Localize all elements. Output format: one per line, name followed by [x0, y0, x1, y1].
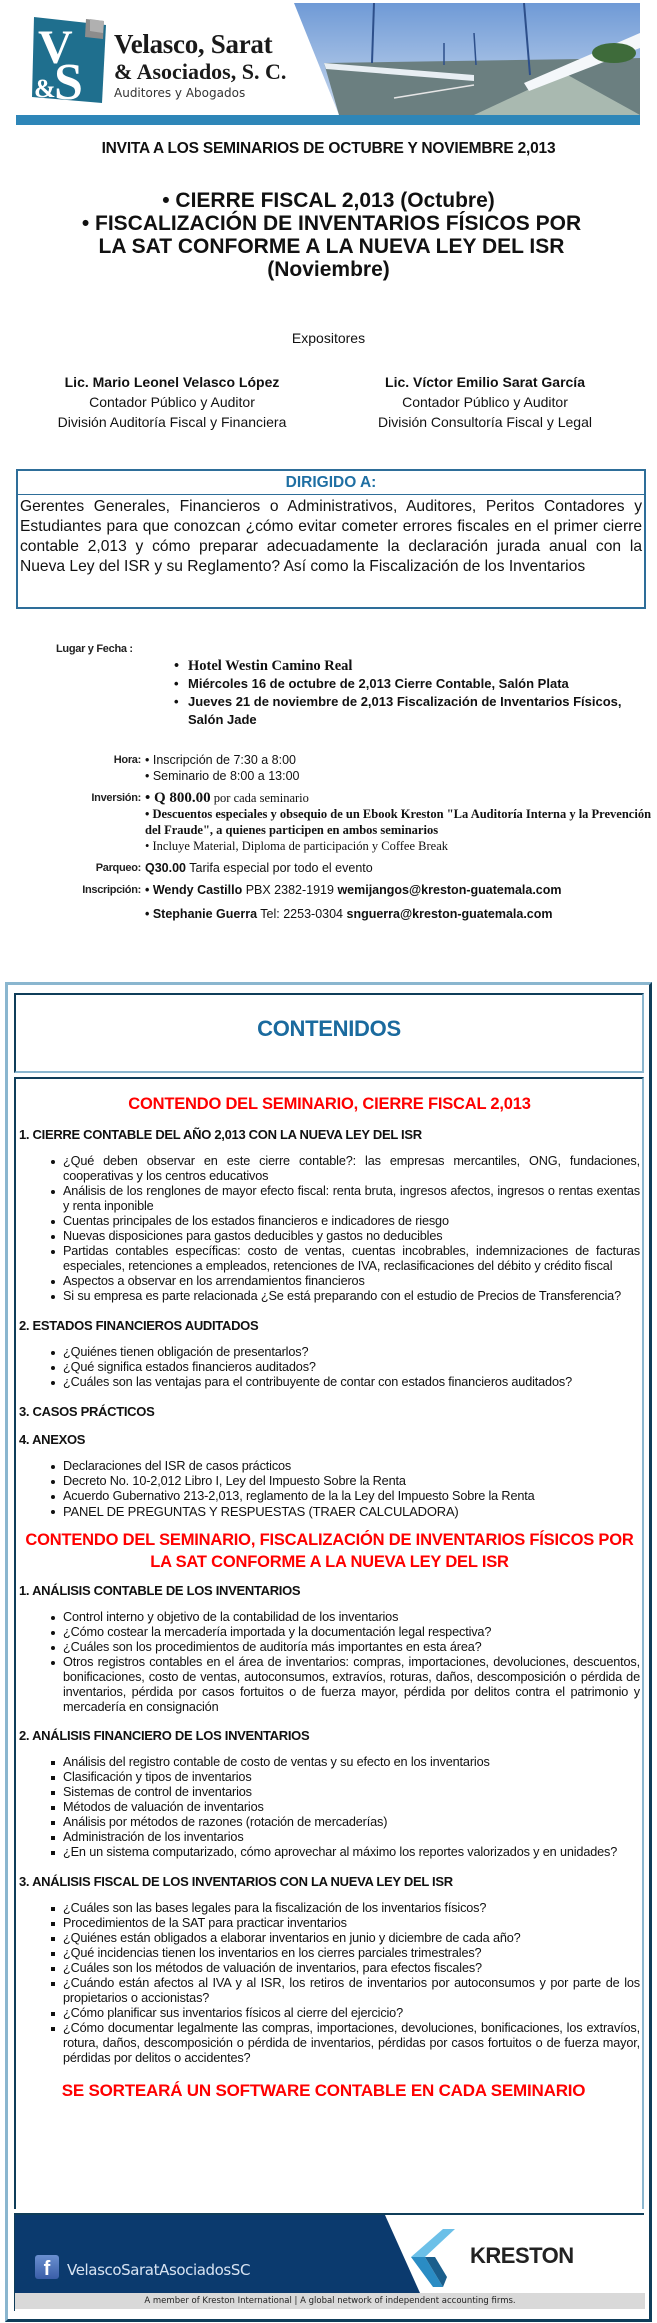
facebook-icon[interactable]: f	[35, 2255, 59, 2279]
speaker-division: División Consultoría Fiscal y Legal	[378, 414, 592, 430]
section-list	[50, 1755, 640, 1860]
list-item: ¿Quiénes tienen obligación de presentarlos?	[50, 1345, 640, 1360]
list-item: Clasificación y tipos de inventarios	[50, 1770, 640, 1785]
list-item: PANEL DE PREGUNTAS Y RESPUESTAS (TRAER CALCULADORA)	[50, 1504, 640, 1519]
company-name	[114, 29, 286, 102]
header-divider	[16, 115, 640, 125]
seminar2-title-line1: CONTENDO DEL SEMINARIO, FISCALIZACIÓN DE INVENTARIOS FÍSICOS POR	[25, 1531, 634, 1549]
parqueo-text: Tarifa especial por todo el evento	[186, 861, 373, 875]
company-line2: & Asociados, S. C.	[114, 59, 287, 84]
section-title: 3. CASOS PRÁCTICOS	[19, 1404, 155, 1419]
expositores-label: Expositores	[291, 330, 366, 346]
inversion-label: Inversión:	[91, 792, 141, 804]
section-title: 2. ANÁLISIS FINANCIERO DE LOS INVENTARIOS	[19, 1728, 310, 1743]
contact-2	[145, 906, 657, 922]
inscripcion-row	[0, 882, 657, 922]
speaker-name: Lic. Mario Leonel Velasco López	[64, 374, 280, 390]
event-info	[0, 752, 657, 922]
topic-2-month: (Noviembre)	[267, 258, 390, 281]
seminar-topics	[0, 189, 657, 281]
list-item: Métodos de valuación de inventarios	[50, 1800, 640, 1815]
contact-email[interactable]: snguerra@kreston-guatemala.com	[346, 907, 553, 921]
speaker-name: Lic. Víctor Emilio Sarat García	[385, 374, 585, 390]
section-list	[50, 1901, 640, 2066]
svg-text:S: S	[54, 54, 83, 107]
contents-title: CONTENIDOS	[257, 1016, 401, 1041]
hora-row	[0, 752, 657, 784]
seminar2-title-line2: LA SAT CONFORME A LA NUEVA LEY DEL ISR	[150, 1553, 509, 1571]
list-item: Análisis por métodos de razones (rotación de mercaderías)	[50, 1815, 640, 1830]
seminar2-title	[19, 1529, 640, 1573]
contact-phone: Tel: 2253-0304	[257, 907, 347, 921]
section-list	[50, 1345, 640, 1390]
list-item: Administración de los inventarios	[50, 1830, 640, 1845]
list-item: ¿Cuáles son las bases legales para la fiscalización de los inventarios físicos?	[50, 1901, 640, 1916]
footer-tagline: A member of Kreston International | A global network of independent accounting firms.	[15, 2293, 645, 2309]
list-item: Aspectos a observar en los arrendamientos financieros	[50, 1274, 640, 1289]
list-item: Análisis de los renglones de mayor efecto fiscal: renta bruta, ingresos afectos, ingresos o rentas exentas y renta inponible	[50, 1184, 640, 1214]
list-item: ¿Qué significa estados financieros auditados?	[50, 1360, 640, 1375]
section-title: 2. ESTADOS FINANCIEROS AUDITADOS	[19, 1318, 259, 1333]
svg-text:V: V	[38, 21, 73, 74]
hora-item: • Seminario de 8:00 a 13:00	[145, 769, 300, 783]
list-item: Nuevas disposiciones para gastos deducibles y gastos no deducibles	[50, 1229, 640, 1244]
inversion-price: • Q 800.00	[145, 790, 211, 806]
section-title: 1. CIERRE CONTABLE DEL AÑO 2,013 CON LA NUEVA LEY DEL ISR	[19, 1127, 422, 1142]
inscripcion-label: Inscripción:	[82, 884, 141, 896]
invite-title: INVITA A LOS SEMINARIOS DE OCTUBRE Y NOVIEMBRE 2,013	[101, 140, 556, 157]
list-item: Partidas contables específicas: costo de ventas, cuentas incobrables, indemnizaciones de facturas especiales, retenciones a empleados, retenciones de IVA, reclasificaciones del débito y crédito fiscal	[50, 1244, 640, 1274]
section-list	[50, 1154, 640, 1304]
section-list	[50, 1610, 640, 1715]
speaker-division: División Auditoría Fiscal y Financiera	[57, 414, 287, 430]
lugar-item: • Miércoles 16 de octubre de 2,013 Cierre Contable, Salón Plata	[174, 675, 657, 693]
contact-phone: PBX 2382-1919	[242, 883, 338, 897]
contents-body	[14, 1077, 644, 2209]
list-item: Cuentas principales de los estados financieros e indicadores de riesgo	[50, 1214, 640, 1229]
list-item: ¿Qué incidencias tienen los inventarios en los cierres parciales trimestrales?	[50, 1946, 640, 1961]
audience-box	[16, 469, 646, 609]
speaker-1	[22, 372, 322, 432]
contact-email[interactable]: wemijangos@kreston-guatemala.com	[337, 883, 562, 897]
seminar1-title: CONTENDO DEL SEMINARIO, CIERRE FISCAL 2,013	[128, 1095, 531, 1113]
hora-item: • Inscripción de 7:30 a 8:00	[145, 753, 297, 767]
lugar-list	[174, 657, 657, 729]
list-item: ¿En un sistema computarizado, cómo aprovechar al máximo los reportes valorizados y en unidades?	[50, 1845, 640, 1860]
audience-body: Gerentes Generales, Financieros o Administrativos, Auditores, Peritos Contadores y Estudiantes para que conozcan ¿cómo evitar cometer errores fiscales en el primer cierre contable 2,013 y cómo preparar adecuadamente la declaración jurada anual con la Nueva Ley del ISR y su Reglamento? Así como la Fiscalización de los Inventarios	[20, 498, 642, 575]
lugar-label: Lugar y Fecha :	[56, 643, 133, 655]
list-item: Decreto No. 10-2,012 Libro I, Ley del Impuesto Sobre la Renta	[50, 1474, 640, 1489]
section-title: 3. ANÁLISIS FISCAL DE LOS INVENTARIOS CON LA NUEVA LEY DEL ISR	[19, 1874, 453, 1889]
contents-header	[14, 993, 644, 1073]
list-item: ¿Cómo planificar sus inventarios físicos al cierre del ejercicio?	[50, 2006, 640, 2021]
audience-title: DIRIGIDO A:	[18, 471, 644, 495]
list-item: Sistemas de control de inventarios	[50, 1785, 640, 1800]
list-item: Otros registros contables en el área de inventarios: compras, importaciones, devoluciones, descuentos, bonificaciones, costo de ventas, autoconsumos, extravíos, roturas, daños, descomposición o pérdida de inventarios, pérdida por casos fortuitos o de fuerza mayor, pérdida por delitos contra el patrimonio y mercadería en consignación	[50, 1655, 640, 1715]
parqueo-row	[0, 860, 657, 876]
inversion-price-line	[145, 790, 657, 806]
kreston-brand: KRESTON	[470, 2243, 574, 2268]
section-title: 1. ANÁLISIS CONTABLE DE LOS INVENTARIOS	[19, 1583, 301, 1598]
svg-text:&: &	[34, 74, 56, 103]
list-item: ¿Cuáles son los procedimientos de auditoría más importantes en esta área?	[50, 1640, 640, 1655]
header-banner	[16, 3, 640, 115]
kreston-logo-icon	[403, 2229, 463, 2289]
topic-2-cont: LA SAT CONFORME A LA NUEVA LEY DEL ISR	[98, 235, 565, 258]
inversion-includes: • Incluye Material, Diploma de participación y Coffee Break	[145, 839, 448, 853]
speaker-title: Contador Público y Auditor	[89, 394, 255, 410]
section-title: 4. ANEXOS	[19, 1432, 86, 1447]
list-item: ¿Cómo documentar legalmente las compras, importaciones, devoluciones, bonificaciones, los extravíos, rotura, daños, descomposición o pérdida de inventarios, pérdidas por casos fortuitos o de fuerza mayor, pérdidas por delitos o accidentes?	[50, 2021, 640, 2066]
list-item: ¿Quiénes están obligados a elaborar inventarios en junio y diciembre de cada año?	[50, 1931, 640, 1946]
contact-name: • Stephanie Guerra	[145, 907, 258, 921]
list-item: ¿Cuáles son los métodos de valuación de inventarios, para efectos fiscales?	[50, 1961, 640, 1976]
list-item: Análisis del registro contable de costo de ventas y su efecto en los inventarios	[50, 1755, 640, 1770]
list-item: Control interno y objetivo de la contabilidad de los inventarios	[50, 1610, 640, 1625]
raffle-notice: SE SORTEARÁ UN SOFTWARE CONTABLE EN CADA SEMINARIO	[61, 2081, 586, 2100]
list-item: Procedimientos de la SAT para practicar inventarios	[50, 1916, 640, 1931]
lugar-item: • Jueves 21 de noviembre de 2,013 Fiscalización de Inventarios Físicos, Salón Jade	[174, 693, 657, 729]
contact-1	[145, 882, 657, 898]
list-item: Declaraciones del ISR de casos prácticos	[50, 1459, 640, 1474]
list-item: Si su empresa es parte relacionada ¿Se está preparando con el estudio de Precios de Transferencia?	[50, 1289, 640, 1304]
contact-name: • Wendy Castillo	[145, 883, 243, 897]
list-item: ¿Cuándo están afectos al IVA y al ISR, los retiros de inventarios por autoconsumos y por parte de los propietarios o accionistas?	[50, 1976, 640, 2006]
section-list	[50, 1459, 640, 1519]
list-item: Acuerdo Gubernativo 213-2,013, reglamento de la la Ley del Impuesto Sobre la Renta	[50, 1489, 640, 1504]
bridge-photo-icon	[294, 3, 640, 115]
facebook-handle[interactable]: VelascoSaratAsociadosSC	[67, 2261, 251, 2279]
company-tagline: Auditores y Abogados	[114, 86, 246, 100]
speaker-title: Contador Público y Auditor	[402, 394, 568, 410]
footer-banner	[14, 2213, 644, 2311]
topic-1: • CIERRE FISCAL 2,013 (Octubre)	[162, 189, 495, 212]
hora-label: Hora:	[113, 754, 141, 766]
vs-logo-icon	[30, 11, 110, 107]
list-item: ¿Cómo costear la mercadería importada y la documentación legal respectiva?	[50, 1625, 640, 1640]
speaker-2	[335, 372, 635, 432]
list-item: ¿Cuáles son las ventajas para el contribuyente de contar con estados financieros auditados?	[50, 1375, 640, 1390]
topic-2: • FISCALIZACIÓN DE INVENTARIOS FÍSICOS POR	[81, 212, 582, 235]
company-line1: Velasco, Sarat	[114, 29, 273, 59]
lugar-item: • Hotel Westin Camino Real	[174, 657, 657, 675]
parqueo-label: Parqueo:	[95, 862, 141, 874]
parqueo-price: Q30.00	[145, 861, 187, 875]
inversion-row	[0, 790, 657, 854]
list-item: ¿Qué deben observar en este cierre contable?: las empresas mercantiles, ONG, fundaciones, cooperativas y los centros educativos	[50, 1154, 640, 1184]
inversion-price-suffix: por cada seminario	[210, 791, 309, 805]
inversion-discount: • Descuentos especiales y obsequio de un Ebook Kreston "La Auditoría Interna y la Prevención del Fraude", a quienes participen en ambos seminarios	[145, 807, 652, 837]
